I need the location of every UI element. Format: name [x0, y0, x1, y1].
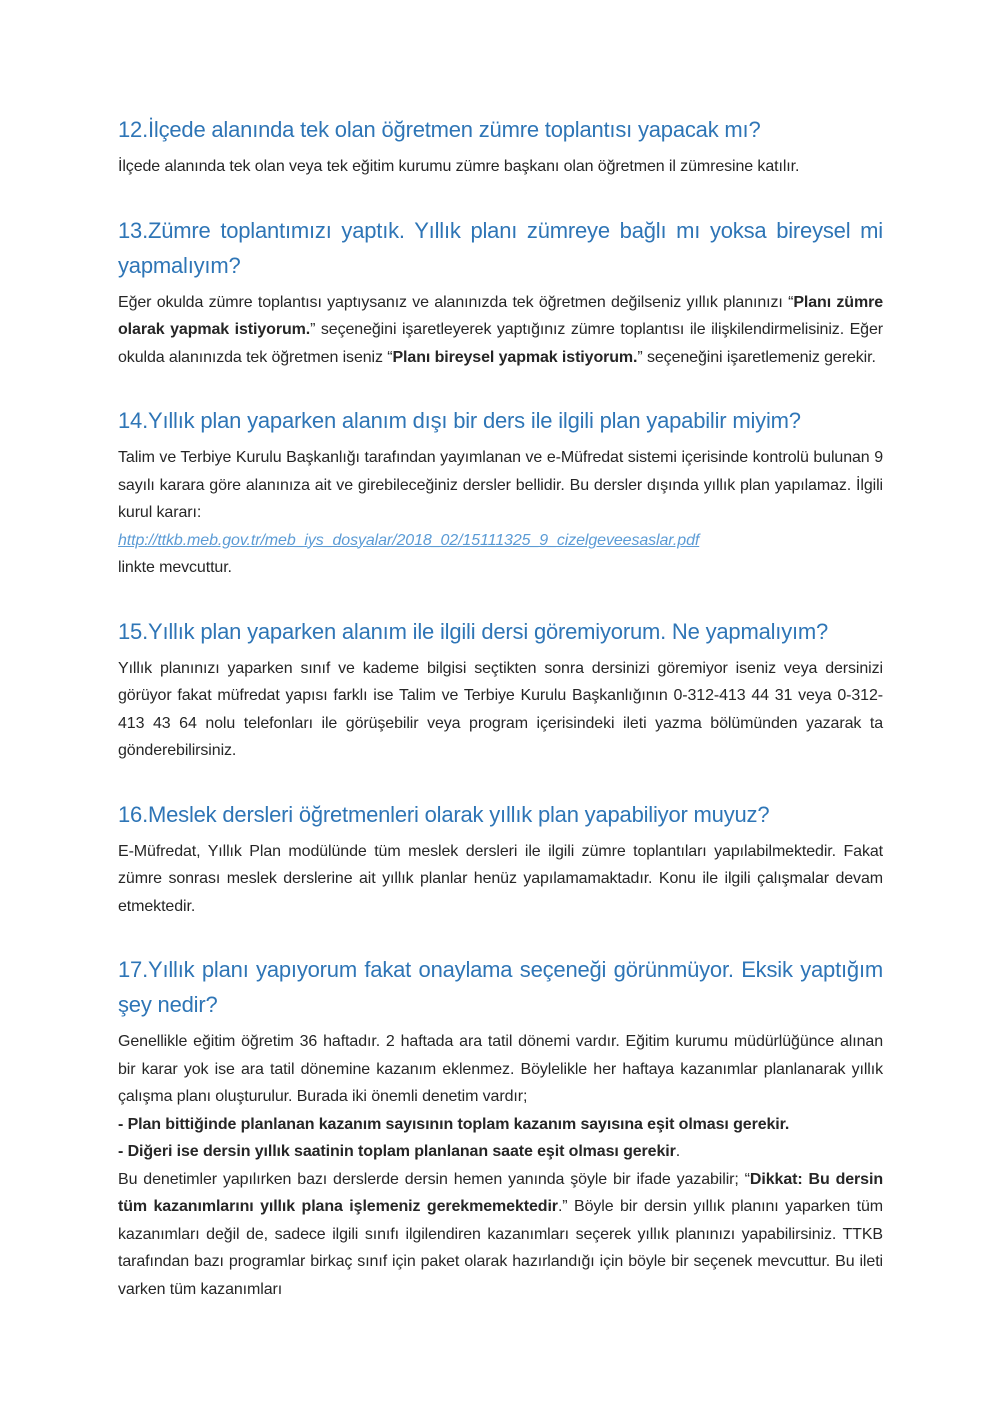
- bullet-line: [118, 1111, 883, 1139]
- text-run: Eğer okulda zümre toplantısı yaptıysanız ve alanınızda tek öğretmen değilseniz yıllık planınızı “: [118, 293, 794, 311]
- faq-section-q17: [118, 952, 883, 1303]
- hyperlink-paragraph: [118, 527, 883, 555]
- question-heading-q17: 17.Yıllık planı yapıyorum fakat onaylama seçeneği görünmüyor. Eksik yaptığım şey nedir?: [118, 957, 883, 1017]
- bold-text: - Diğeri ise dersin yıllık saatinin toplam planlanan saate eşit olması gerekir: [118, 1143, 676, 1160]
- answer-paragraph: [118, 655, 883, 765]
- text-run: İlçede alanında tek olan veya tek eğitim kurumu zümre başkanı olan öğretmen il zümresine katılır.: [118, 158, 800, 175]
- text-run: Yıllık planınızı yaparken sınıf ve kademe bilgisi seçtikten sonra dersinizi göremiyor iseniz veya dersinizi görüyor fakat müfredat yapısı farklı ise Talim ve Terbiye Kurulu Başkanlığının 0-312-413 44 31 veya 0-312-413 43 64 nolu telefonları ile görüşebilir veya program içerisindeki ileti yazma bölümünden yazarak ta gönderebilirsiniz.: [118, 659, 883, 759]
- answer-paragraph: [118, 1028, 883, 1111]
- answer-paragraph: [118, 289, 883, 372]
- text-run: Bu denetimler yapılırken bazı derslerde dersin hemen yanında şöyle bir ifade yazabilir; “: [118, 1170, 750, 1188]
- bold-text: Planı zümre olarak yapmak istiyorum.: [118, 293, 883, 338]
- question-heading-q13: 13.Zümre toplantımızı yaptık. Yıllık planı zümreye bağlı mı yoksa bireysel mi yapmalıyım?: [118, 217, 883, 278]
- faq-section-q16: [118, 797, 883, 921]
- answer-paragraph: [118, 554, 883, 582]
- document-hyperlink[interactable]: http://ttkb.meb.gov.tr/meb_iys_dosyalar/2018_02/15111325_9_cizelgeveesaslar.pdf: [118, 531, 700, 549]
- question-heading-q12: 12.İlçede alanında tek olan öğretmen zümre toplantısı yapacak mı?: [118, 117, 761, 142]
- bold-text: Dikkat: Bu dersin tüm kazanımlarını yıllık plana işlemeniz gerekmemektedir: [118, 1170, 883, 1215]
- faq-section-q15: [118, 614, 883, 765]
- faq-section-q14: [118, 403, 883, 582]
- bullet-line: [118, 1138, 883, 1166]
- sections-root: [118, 112, 883, 1303]
- answer-paragraph: [118, 153, 883, 181]
- question-heading-q15: 15.Yıllık plan yaparken alanım ile ilgili dersi göremiyorum. Ne yapmalıyım?: [118, 618, 829, 644]
- question-heading-q14: 14.Yıllık plan yaparken alanım dışı bir ders ile ilgili plan yapabilir miyim?: [118, 408, 801, 433]
- text-run: E-Müfredat, Yıllık Plan modülünde tüm meslek dersleri ile ilgili zümre toplantıları yapılabilmektedir. Fakat zümre sonrası meslek derslerine ait yıllık planlar henüz yapılamamaktadır. Konu ile ilgili çalışmalar devam etmektedir.: [118, 842, 883, 915]
- bold-text: - Plan bittiğinde planlanan kazanım sayısının toplam kazanım sayısına eşit olması gerekir.: [118, 1115, 790, 1133]
- text-run: linkte mevcuttur.: [118, 559, 232, 576]
- text-run: .” Böyle bir dersin yıllık planını yaparken tüm kazanımları değil de, sadece ilgili sınıfı ilgilendiren kazanımları seçerek yıllık planınızı yapabilirsiniz. TTKB tarafından bazı programlar birkaç sınıf için paket olarak hazırlandığı için böyle bir seçenek mevcuttur. Bu ileti varken tüm kazanımları: [118, 1198, 883, 1298]
- text-run: Talim ve Terbiye Kurulu Başkanlığı tarafından yayımlanan ve e-Müfredat sistemi içerisinde kontrolü bulunan 9 sayılı karara göre alanınıza ait ve girebileceğiniz dersler bellidir. Bu dersler dışında yıllık plan yapılamaz. İlgili kurul kararı:: [118, 449, 883, 521]
- answer-paragraph: [118, 838, 883, 921]
- text-run: ” seçeneğini işaretleyerek yaptığınız zümre toplantısı ile ilişkilendirmelisiniz. Eğer okulda alanınızda tek öğretmen iseniz “: [118, 321, 883, 366]
- faq-section-q13: [118, 213, 883, 372]
- bold-text: Planı bireysel yapmak istiyorum.: [392, 348, 638, 366]
- text-run: ” seçeneğini işaretlemeniz gerekir.: [637, 348, 876, 366]
- answer-paragraph: [118, 1166, 883, 1304]
- text-run: .: [675, 1143, 681, 1160]
- text-run: Genellikle eğitim öğretim 36 haftadır. 2 haftada ara tatil dönemi vardır. Eğitim kurumu müdürlüğünce alınan bir karar yok ise ara tatil dönemine kazanım eklenmez. Böylelikle her haftaya kazanımlar planlanarak yıllık çalışma planı oluşturulur. Burada iki önemli denetim vardır;: [118, 1033, 883, 1105]
- question-heading-q16: 16.Meslek dersleri öğretmenleri olarak yıllık plan yapabiliyor muyuz?: [118, 801, 770, 827]
- faq-section-q12: [118, 112, 883, 181]
- answer-paragraph: [118, 444, 883, 527]
